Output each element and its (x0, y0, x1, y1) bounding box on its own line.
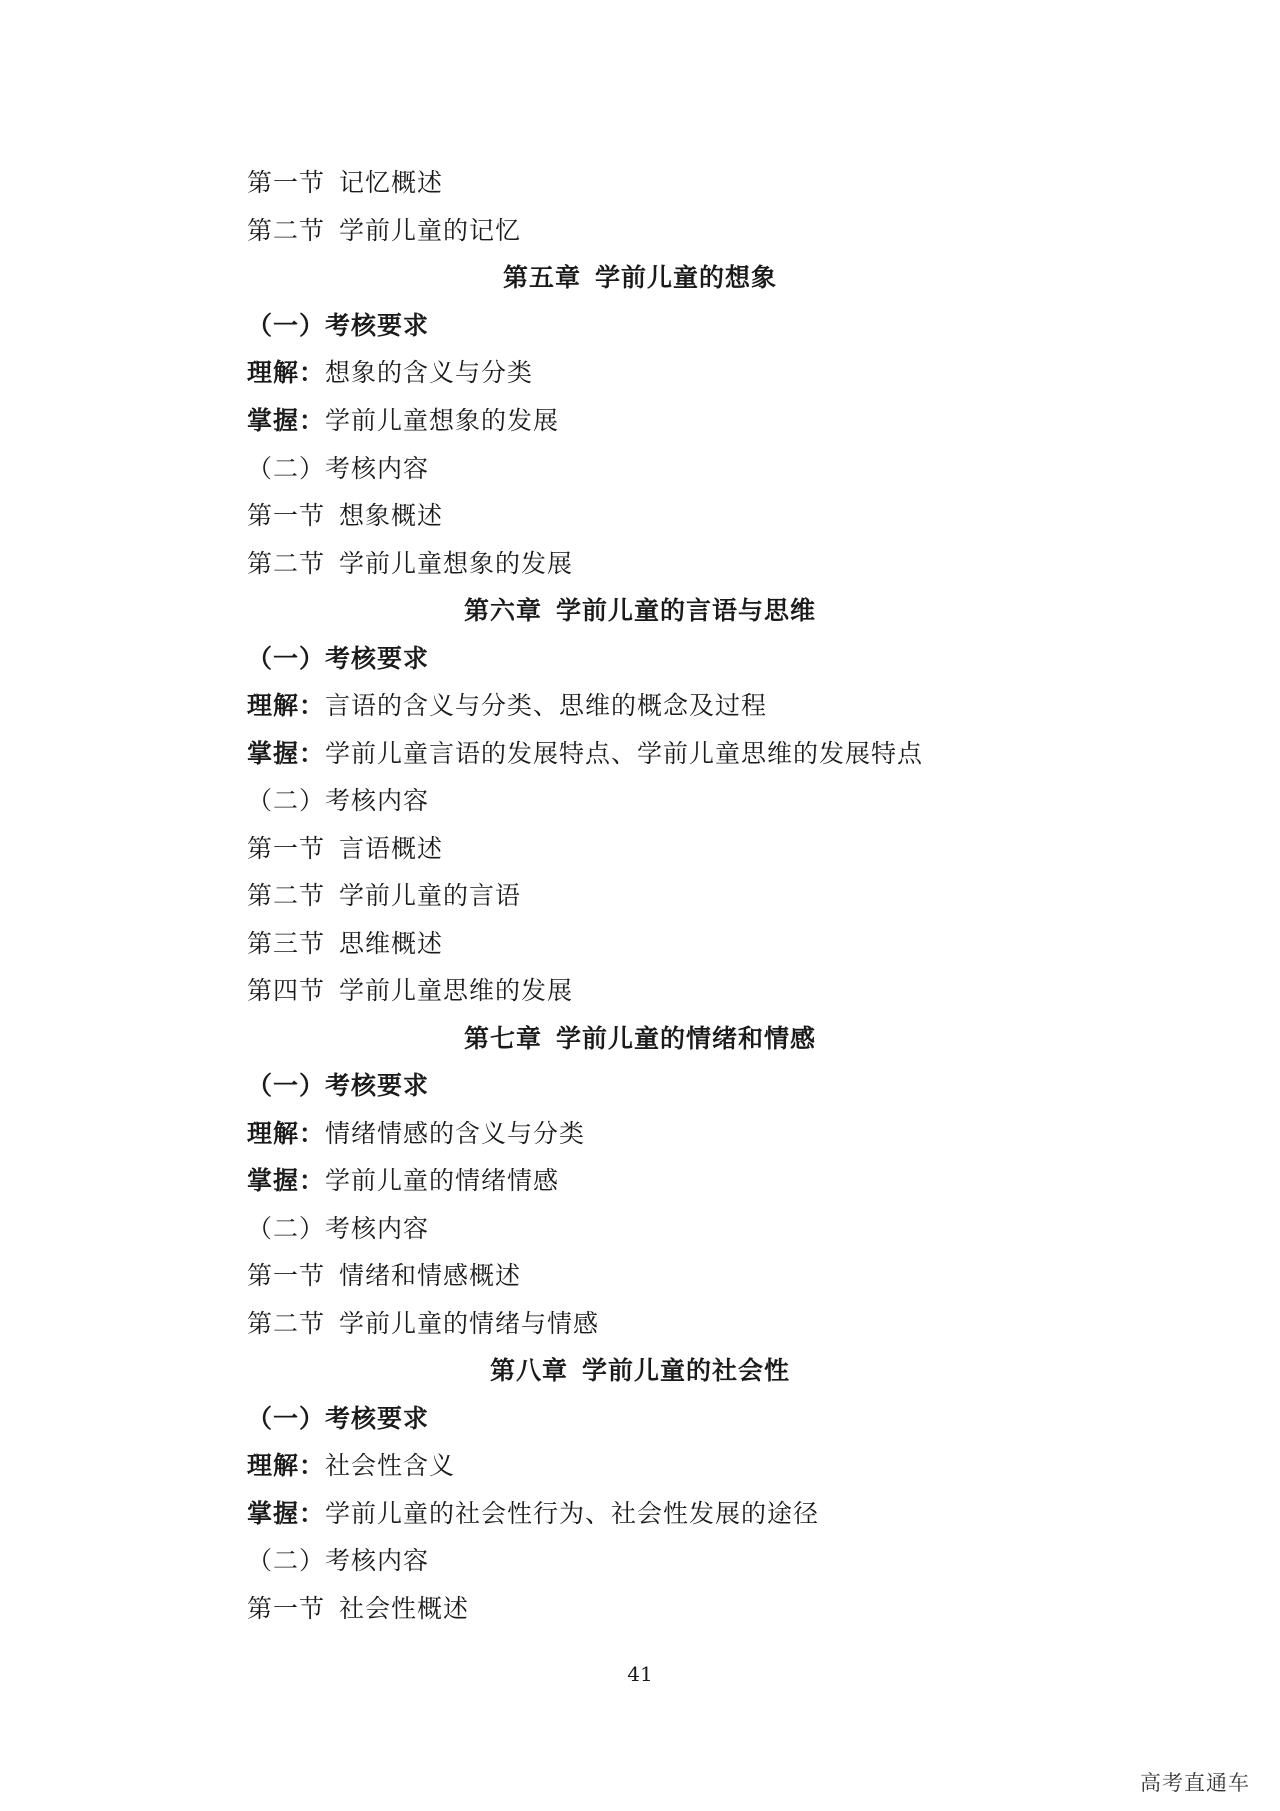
section-line (247, 834, 443, 864)
master-label: 掌握： (247, 1499, 326, 1528)
section-number: 第二节 (247, 216, 326, 245)
chapter-number: 第七章 (463, 1024, 542, 1053)
understand-label: 理解： (247, 1119, 326, 1148)
master-line (247, 1499, 819, 1529)
section-number: 第一节 (247, 834, 326, 863)
section-title: 想象概述 (339, 501, 444, 530)
section-number: 第二节 (247, 881, 326, 910)
requirements-heading: （一）考核要求 (247, 311, 430, 340)
understand-label: 理解： (247, 1451, 326, 1480)
section-line (247, 976, 573, 1006)
section-line (247, 929, 443, 959)
section-number: 第一节 (247, 168, 326, 197)
section-line (247, 501, 443, 531)
understand-line (247, 691, 767, 721)
section-line (247, 881, 521, 911)
understand-label: 理解： (247, 691, 326, 720)
section-line (247, 1261, 521, 1291)
understand-text: 社会性含义 (325, 1451, 456, 1480)
understand-line (247, 1119, 585, 1149)
master-line (247, 739, 923, 769)
section-title: 情绪和情感概述 (339, 1261, 522, 1290)
master-label: 掌握： (247, 739, 326, 768)
requirements-heading: （一）考核要求 (247, 644, 430, 673)
chapter-title: 学前儿童的想象 (595, 263, 778, 292)
section-line (247, 168, 443, 198)
requirements-heading: （一）考核要求 (247, 1071, 430, 1100)
section-number: 第二节 (247, 549, 326, 578)
master-line (247, 1166, 559, 1196)
requirements-heading: （一）考核要求 (247, 1404, 430, 1433)
master-text: 学前儿童想象的发展 (325, 406, 560, 435)
section-title: 学前儿童思维的发展 (339, 976, 574, 1005)
understand-text: 言语的含义与分类、思维的概念及过程 (325, 691, 768, 720)
section-title: 学前儿童的情绪与情感 (339, 1309, 600, 1338)
content-heading: （二）考核内容 (247, 1546, 430, 1575)
chapter-title: 学前儿童的社会性 (582, 1356, 791, 1385)
content-heading: （二）考核内容 (247, 454, 430, 483)
section-number: 第一节 (247, 501, 326, 530)
section-title: 言语概述 (339, 834, 444, 863)
section-number: 第三节 (247, 929, 326, 958)
chapter-number: 第八章 (489, 1356, 568, 1385)
master-text: 学前儿童言语的发展特点、学前儿童思维的发展特点 (325, 739, 924, 768)
section-title: 社会性概述 (339, 1594, 470, 1623)
understand-label: 理解： (247, 358, 326, 387)
chapter-title: 学前儿童的言语与思维 (556, 596, 817, 625)
chapter-title: 学前儿童的情绪和情感 (556, 1024, 817, 1053)
section-line (247, 549, 573, 579)
page-number: 41 (627, 1662, 653, 1686)
understand-line (247, 1451, 455, 1481)
chapter-heading (0, 263, 1280, 293)
understand-text: 情绪情感的含义与分类 (325, 1119, 586, 1148)
section-line (247, 216, 521, 246)
section-title: 思维概述 (339, 929, 444, 958)
section-title: 学前儿童的记忆 (339, 216, 522, 245)
chapter-number: 第六章 (463, 596, 542, 625)
watermark: 高考直通车 (1140, 1771, 1250, 1795)
understand-line (247, 358, 533, 388)
master-label: 掌握： (247, 1166, 326, 1195)
section-number: 第一节 (247, 1261, 326, 1290)
master-label: 掌握： (247, 406, 326, 435)
chapter-heading (0, 1024, 1280, 1054)
chapter-heading (0, 596, 1280, 626)
master-text: 学前儿童的情绪情感 (325, 1166, 560, 1195)
section-title: 学前儿童想象的发展 (339, 549, 574, 578)
understand-text: 想象的含义与分类 (325, 358, 534, 387)
chapter-number: 第五章 (502, 263, 581, 292)
chapter-heading (0, 1356, 1280, 1386)
section-number: 第二节 (247, 1309, 326, 1338)
section-title: 学前儿童的言语 (339, 881, 522, 910)
master-line (247, 406, 559, 436)
section-title: 记忆概述 (339, 168, 444, 197)
content-heading: （二）考核内容 (247, 786, 430, 815)
section-number: 第一节 (247, 1594, 326, 1623)
section-line (247, 1309, 599, 1339)
section-line (247, 1594, 469, 1624)
content-heading: （二）考核内容 (247, 1214, 430, 1243)
section-number: 第四节 (247, 976, 326, 1005)
master-text: 学前儿童的社会性行为、社会性发展的途径 (325, 1499, 820, 1528)
